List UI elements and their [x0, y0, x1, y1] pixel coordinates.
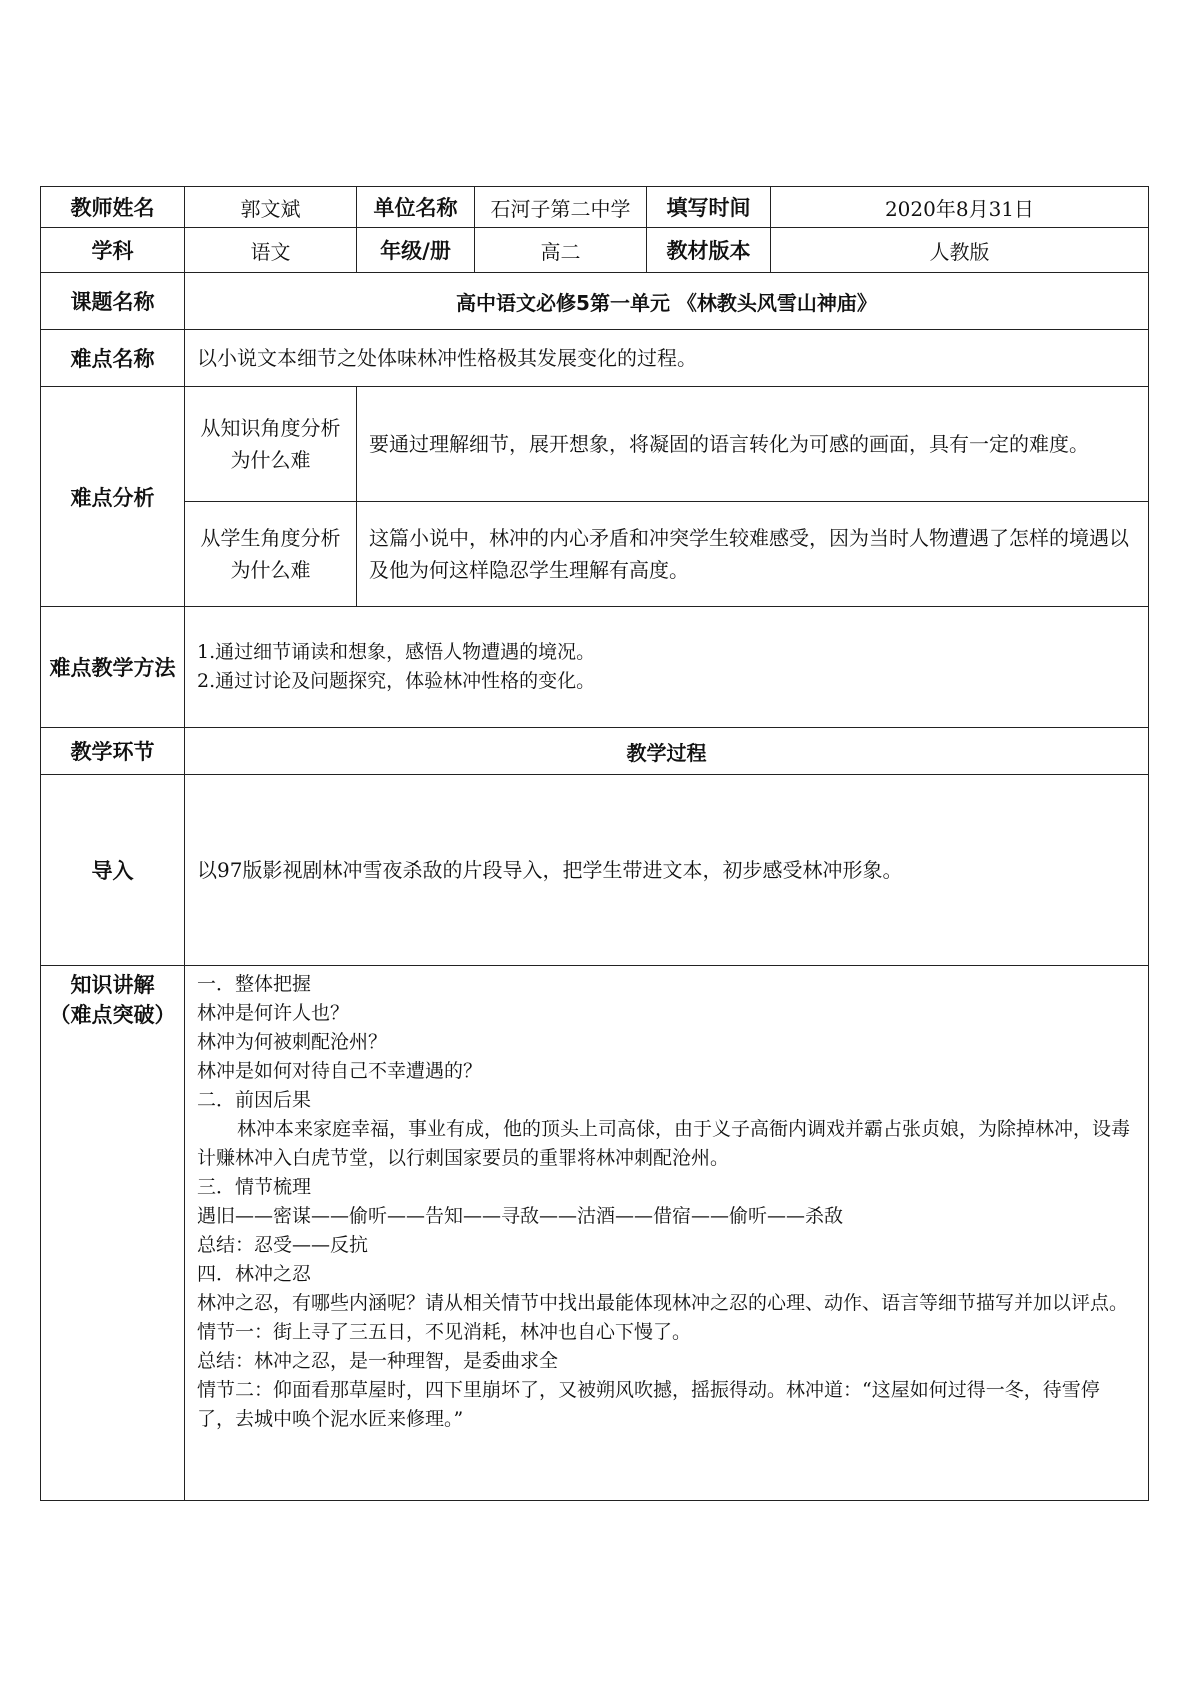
method-row [41, 607, 1149, 728]
knowledge-content [185, 966, 1149, 1501]
student-angle-label: 从学生角度分析为什么难 [185, 502, 357, 607]
knowledge-line: 总结：林冲之忍，是一种理智，是委曲求全 [197, 1350, 559, 1372]
analysis-label: 难点分析 [41, 387, 185, 607]
subject-row [41, 228, 1149, 273]
edition-label: 教材版本 [647, 228, 771, 273]
process-header-row [41, 728, 1149, 775]
date-label: 填写时间 [647, 187, 771, 228]
edition-value: 人教版 [771, 228, 1149, 273]
lesson-plan-table [40, 186, 1149, 1501]
subject-value: 语文 [185, 228, 357, 273]
analysis-student-row [41, 502, 1149, 607]
grade-value: 高二 [475, 228, 647, 273]
knowledge-angle-value: 要通过理解细节，展开想象，将凝固的语言转化为可感的画面，具有一定的难度。 [357, 387, 1149, 502]
subject-label: 学科 [41, 228, 185, 273]
knowledge-line: 林冲本来家庭幸福，事业有成，他的顶头上司高俅，由于义子高衙内调戏并霸占张贞娘，为除掉林冲，设毒计赚林冲入白虎节堂，以行刺国家要员的重罪将林冲刺配沧州。 [197, 1118, 1131, 1169]
difficulty-row [41, 330, 1149, 387]
teacher-row [41, 187, 1149, 228]
knowledge-line: 遇旧——密谋——偷听——告知——寻敌——沽酒——借宿——偷听——杀敌 [197, 1205, 844, 1227]
intro-row [41, 775, 1149, 966]
difficulty-value: 以小说文本细节之处体味林冲性格极其发展变化的过程。 [185, 330, 1149, 387]
knowledge-line: 林冲为何被刺配沧州？ [197, 1031, 388, 1053]
student-angle-value: 这篇小说中，林冲的内心矛盾和冲突学生较难感受，因为当时人物遭遇了怎样的境遇以及他为何这样隐忍学生理解有高度。 [357, 502, 1149, 607]
knowledge-label [41, 966, 185, 1501]
method-line: 2.通过讨论及问题探究，体验林冲性格的变化。 [197, 670, 596, 692]
knowledge-line: 林冲是何许人也？ [197, 1002, 350, 1024]
knowledge-line: 三．情节梳理 [197, 1176, 312, 1198]
knowledge-line: 一．整体把握 [197, 973, 312, 995]
unit-label: 单位名称 [357, 187, 475, 228]
knowledge-label-line1: 知识讲解 [70, 973, 155, 997]
date-value: 2020年8月31日 [771, 187, 1149, 228]
grade-label: 年级/册 [357, 228, 475, 273]
knowledge-line: 林冲之忍，有哪些内涵呢？请从相关情节中找出最能体现林冲之忍的心理、动作、语言等细节描写并加以评点。 [197, 1292, 1129, 1314]
knowledge-line: 四．林冲之忍 [197, 1263, 312, 1285]
difficulty-label: 难点名称 [41, 330, 185, 387]
teacher-label: 教师姓名 [41, 187, 185, 228]
knowledge-angle-label: 从知识角度分析为什么难 [185, 387, 357, 502]
unit-value: 石河子第二中学 [475, 187, 647, 228]
teacher-value: 郭文斌 [185, 187, 357, 228]
topic-value: 高中语文必修5第一单元 《林教头风雪山神庙》 [185, 273, 1149, 330]
method-line: 1.通过细节诵读和想象，感悟人物遭遇的境况。 [197, 641, 596, 663]
knowledge-line: 二．前因后果 [197, 1089, 312, 1111]
intro-label: 导入 [41, 775, 185, 966]
lesson-plan-sheet [40, 186, 1148, 1501]
knowledge-line: 情节一：街上寻了三五日，不见消耗，林冲也自心下慢了。 [197, 1321, 692, 1343]
method-content [185, 607, 1149, 728]
knowledge-line: 林冲是如何对待自己不幸遭遇的？ [197, 1060, 483, 1082]
stage-label: 教学环节 [41, 728, 185, 775]
analysis-knowledge-row [41, 387, 1149, 502]
knowledge-line: 情节二：仰面看那草屋时，四下里崩坏了，又被朔风吹撼，摇振得动。林冲道：“这屋如何过得一冬，待雪停了，去城中唤个泥水匠来修理。” [197, 1379, 1100, 1430]
knowledge-row [41, 966, 1149, 1501]
intro-value: 以97版影视剧林冲雪夜杀敌的片段导入，把学生带进文本，初步感受林冲形象。 [185, 775, 1149, 966]
process-label: 教学过程 [185, 728, 1149, 775]
knowledge-label-line2: （难点突破） [49, 1003, 176, 1027]
method-label: 难点教学方法 [41, 607, 185, 728]
topic-row [41, 273, 1149, 330]
knowledge-line: 总结：忍受——反抗 [197, 1234, 369, 1256]
topic-label: 课题名称 [41, 273, 185, 330]
